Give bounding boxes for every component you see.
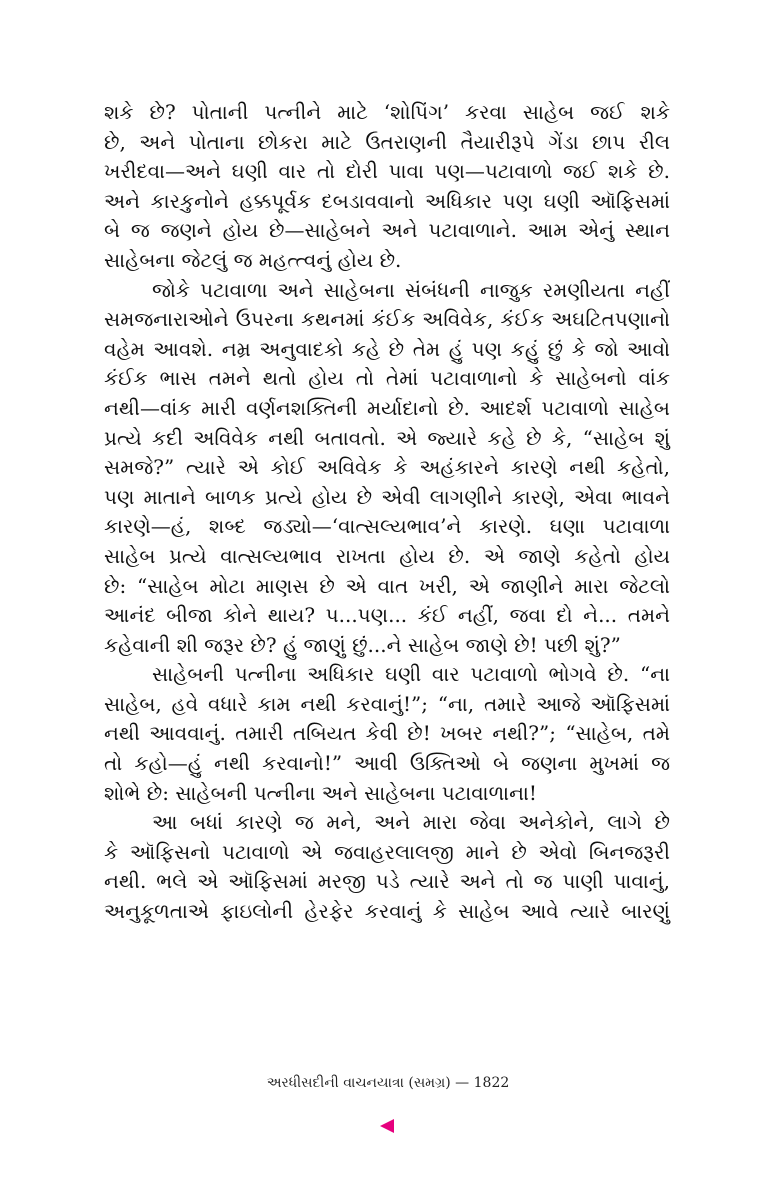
previous-page-arrow-icon[interactable] bbox=[380, 1119, 394, 1133]
text-line: સાહેબના જેટલું જ મહત્ત્વનું હોય છે. bbox=[104, 247, 402, 272]
paragraph bbox=[104, 808, 670, 926]
paragraph bbox=[104, 660, 670, 808]
text-line: નથી—વાંક મારી વર્ણનશક્તિની મર્યાદાનો છે. આદર્શ પટાવાળો સાહેબ bbox=[104, 395, 670, 420]
text-line: કારણે—હં, શબ્દ જડ્યો—‘વાત્સલ્યભાવ’ને કારણે. ઘણા પટાવાળા bbox=[104, 514, 670, 539]
text-line: શોભે છે: સાહેબની પત્નીના અને સાહેબના પટાવાળાના! bbox=[104, 780, 537, 805]
text-line: અને કારકુનોને હક્કપૂર્વક દબડાવવાનો અધિકાર પણ ઘણી ઑફિસમાં bbox=[104, 188, 670, 213]
text-line: નથી આવવાનું. તમારી તબિયત કેવી છે! ખબર નથી?”; “સાહેબ, તમે bbox=[104, 721, 670, 746]
text-line: સાહેબની પત્નીના અધિકાર ઘણી વાર પટાવાળો ભોગવે છે. “ના bbox=[152, 662, 670, 687]
text-line: વહેમ આવશે. નમ્ર અનુવાદકો કહે છે તેમ હું પણ કહું છું કે જો આવો bbox=[104, 336, 670, 361]
text-line: પણ માતાને બાળક પ્રત્યે હોય છે એવી લાગણીને કારણે, એવા ભાવને bbox=[104, 484, 670, 509]
text-line: સાહેબ પ્રત્યે વાત્સલ્યભાવ રાખતા હોય છે. એ જાણે કહેતો હોય bbox=[104, 543, 670, 568]
text-line: છે: “સાહેબ મોટા માણસ છે એ વાત ખરી, એ જાણીને મારા જેટલો bbox=[104, 573, 670, 598]
text-line: ખરીદવા—અને ઘણી વાર તો દોરી પાવા પણ—પટાવાળો જઈ શકે છે. bbox=[104, 159, 670, 184]
text-line: નથી. ભલે એ ઑફિસમાં મરજી પડે ત્યારે અને તો જ પાણી પાવાનું, bbox=[104, 869, 670, 894]
body-text bbox=[104, 98, 670, 927]
text-line: શકે છે? પોતાની પત્નીને માટે ‘શોપિંગ’ કરવા સાહેબ જઈ શકે bbox=[104, 100, 670, 124]
text-line: આ બધાં કારણે જ મને, અને મારા જેવા અનેકોને, લાગે છે bbox=[152, 810, 670, 835]
text-line: છે, અને પોતાના છોકરા માટે ઉતરાણની તૈયારીરૂપે ગેંડા છાપ રીલ bbox=[104, 129, 670, 154]
text-line: કે ઑફિસનો પટાવાળો એ જવાહરલાલજી માને છે એવો બિનજરૂરી bbox=[104, 839, 670, 864]
page-footer: અરધીસદીની વાચનયાત્રા (સમગ્ર) — 1822 bbox=[266, 1075, 510, 1091]
paragraph bbox=[104, 276, 670, 661]
text-line: તો કહો—હું નથી કરવાનો!” આવી ઉક્તિઓ બે જણના મુખમાં જ bbox=[104, 751, 670, 776]
text-line: જોકે પટાવાળા અને સાહેબના સંબંધની નાજુક રમણીયતા નહીં bbox=[152, 277, 670, 302]
text-line: બે જ જણને હોય છે—સાહેબને અને પટાવાળાને. આમ એનું સ્થાન bbox=[104, 218, 670, 243]
text-line: અનુકૂળતાએ ફાઇલોની હેરફેર કરવાનું કે સાહેબ આવે ત્યારે બારણું bbox=[104, 899, 670, 924]
text-line: સાહેબ, હવે વધારે કામ નથી કરવાનું!”; “ના, તમારે આજે ઑફિસમાં bbox=[104, 691, 670, 716]
text-line: પ્રત્યે કદી અવિવેક નથી બતાવતો. એ જ્યારે કહે છે કે, “સાહેબ શું bbox=[104, 425, 670, 450]
text-line: આનંદ બીજા કોને થાય? પ...પણ... કંઈ નહીં, જવા દો ને... તમને bbox=[104, 603, 670, 628]
text-line: સમજનારાઓને ઉપરના કથનમાં કંઈક અવિવેક, કંઈક અઘટિતપણાનો bbox=[104, 307, 670, 332]
text-line: કંઈક ભાસ તમને થતો હોય તો તેમાં પટાવાળાનો કે સાહેબનો વાંક bbox=[104, 366, 670, 391]
text-line: કહેવાની શી જરૂર છે? હું જાણું છું...ને સાહેબ જાણે છે! પછી શું?” bbox=[104, 632, 621, 657]
text-line: સમજે?” ત્યારે એ કોઈ અવિવેક કે અહંકારને કારણે નથી કહેતો, bbox=[104, 455, 670, 480]
paragraph bbox=[104, 98, 670, 276]
